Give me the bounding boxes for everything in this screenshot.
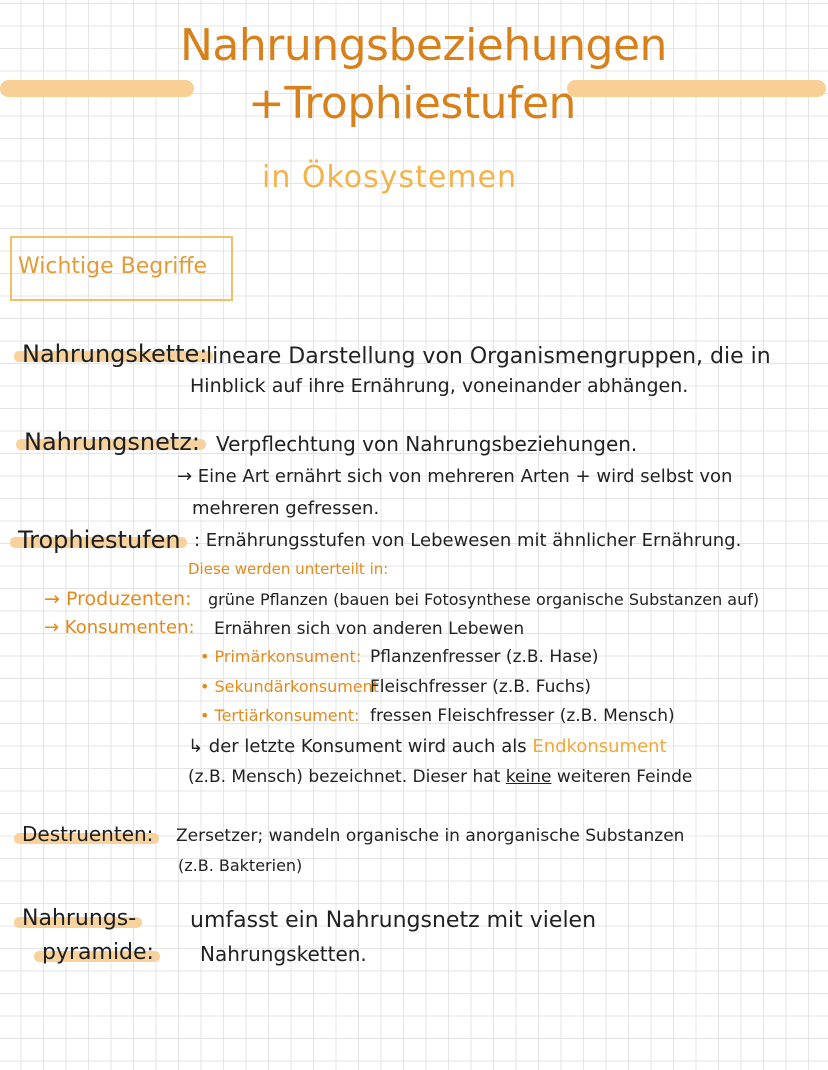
section-box-label: Wichtige Begriffe — [18, 254, 208, 279]
term-nahrungspyramide-line1: Nahrungs- — [20, 906, 138, 931]
def-destruenten-line1: Zersetzer; wandeln organische in anorganische Substanzen — [176, 826, 685, 846]
produzenten-label: → Produzenten: — [44, 588, 192, 610]
note-endkonsument: Endkonsument — [532, 736, 667, 757]
def-destruenten-line2: (z.B. Bakterien) — [178, 856, 303, 875]
title-highlight-right — [567, 80, 826, 97]
note-e: weiteren Feinde — [556, 767, 693, 787]
term-trophiestufen: Trophiestufen — [16, 526, 183, 554]
konsumenten-label: → Konsumenten: — [44, 617, 195, 638]
konsumenten-text: Ernähren sich von anderen Lebewen — [214, 619, 525, 639]
page-title-line2: +Trophiestufen — [248, 78, 576, 129]
def-pyramide-line2: Nahrungsketten. — [200, 942, 367, 966]
term-nahrungsnetz: Nahrungsnetz: — [22, 428, 202, 456]
def-nahrungsnetz-line2: → Eine Art ernährt sich von mehreren Arten + wird selbst von — [177, 466, 733, 487]
tertiaer-text: fressen Fleischfresser (z.B. Mensch) — [370, 706, 675, 726]
term-nahrungskette: Nahrungskette: — [20, 340, 209, 368]
sekundaer-label: • Sekundärkonsument: — [200, 677, 385, 696]
def-nahrungsnetz-line3: mehreren gefressen. — [192, 498, 380, 519]
primaer-text: Pflanzenfresser (z.B. Hase) — [370, 647, 599, 667]
term-nahrungspyramide-line2: pyramide: — [40, 940, 156, 965]
title-highlight-left — [0, 80, 194, 97]
term-destruenten: Destruenten: — [20, 822, 155, 846]
def-pyramide-line1: umfasst ein Nahrungsnetz mit vielen — [190, 908, 597, 933]
def-nahrungskette-line2: Hinblick auf ihre Ernährung, voneinander abhängen. — [190, 375, 689, 397]
sekundaer-text: Fleischfresser (z.B. Fuchs) — [370, 677, 591, 697]
tertiaer-label: • Tertiärkonsument: — [200, 706, 360, 725]
note-keine: keine — [505, 767, 552, 787]
page-subtitle: in Ökosystemen — [262, 160, 518, 195]
primaer-label: • Primärkonsument: — [200, 647, 362, 666]
endkonsument-note-line1 — [188, 736, 667, 757]
def-nahrungskette-line1: lineare Darstellung von Organismengruppen, die in — [206, 344, 771, 369]
def-nahrungsnetz-line1: Verpflechtung von Nahrungsbeziehungen. — [216, 432, 638, 456]
page-title-line1: Nahrungsbeziehungen — [180, 20, 667, 71]
def-trophiestufen-line1: : Ernährungsstufen von Lebewesen mit ähnlicher Ernährung. — [194, 530, 742, 551]
note-c: (z.B. Mensch) bezeichnet. Dieser hat — [188, 767, 501, 787]
endkonsument-note-line2 — [188, 767, 692, 787]
note-a: ↳ der letzte Konsument wird auch als — [188, 736, 527, 757]
trophiestufen-intro: Diese werden unterteilt in: — [188, 560, 389, 578]
produzenten-text: grüne Pflanzen (bauen bei Fotosynthese organische Substanzen auf) — [208, 590, 760, 609]
section-box — [10, 236, 233, 301]
